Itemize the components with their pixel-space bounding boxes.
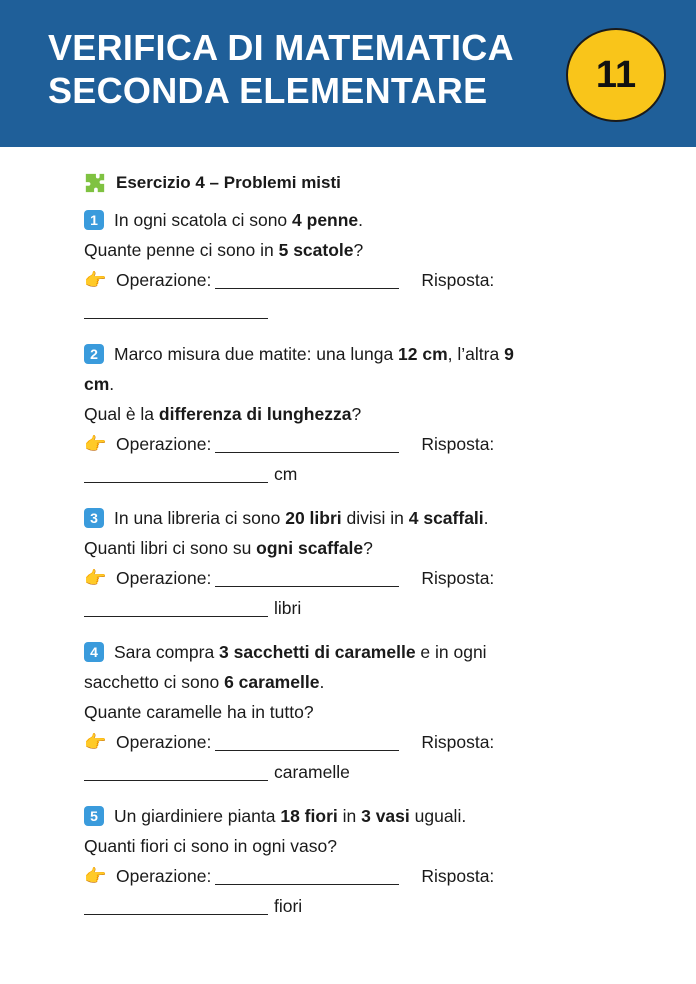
problem-line	[84, 369, 624, 399]
operation-blank[interactable]	[215, 866, 399, 885]
problem-text: uguali.	[409, 806, 467, 826]
answer-blank[interactable]	[84, 464, 268, 483]
problem-1	[84, 205, 624, 325]
answer-unit: fiori	[274, 896, 303, 916]
problem-4	[84, 637, 624, 787]
operation-blank[interactable]	[215, 732, 399, 751]
pointing-hand-icon: 👉	[84, 270, 107, 290]
title-line-2: SECONDA ELEMENTARE	[48, 70, 488, 111]
problem-text-bold: 6 caramelle	[224, 672, 320, 692]
operation-label: Operazione:	[116, 434, 212, 454]
answer-blank[interactable]	[84, 762, 268, 781]
exercise-title-text: Esercizio 4 – Problemi misti	[116, 173, 341, 192]
problem-text-bold: 4 scaffali	[408, 508, 484, 528]
answer-blank[interactable]	[84, 598, 268, 617]
problem-text: , l’altra	[447, 344, 505, 364]
answer-blank[interactable]	[84, 300, 268, 319]
answer-label: Risposta:	[421, 434, 495, 454]
problem-text-bold: 20 libri	[285, 508, 342, 528]
number-badge: 4	[84, 642, 104, 662]
problem-2	[84, 339, 624, 489]
answer-row	[84, 757, 624, 787]
problem-text: .	[319, 672, 325, 692]
problem-text: Quanti libri ci sono su	[84, 538, 257, 558]
operation-blank[interactable]	[215, 434, 399, 453]
problem-line	[84, 637, 624, 667]
answer-unit: libri	[274, 598, 302, 618]
number-badge: 5	[84, 806, 104, 826]
exercise-title	[84, 168, 624, 198]
page-number-badge: 11	[566, 28, 666, 122]
problem-text-bold: 9	[504, 344, 514, 364]
problem-text: ?	[363, 538, 373, 558]
answer-blank[interactable]	[84, 896, 268, 915]
operation-row	[84, 727, 624, 757]
problem-text-bold: 3 sacchetti di caramelle	[219, 642, 416, 662]
problem-text: ?	[351, 404, 362, 424]
pointing-hand-icon: 👉	[84, 568, 107, 588]
operation-blank[interactable]	[215, 568, 399, 587]
problem-text: Quante caramelle ha in tutto?	[84, 702, 314, 722]
operation-row	[84, 861, 624, 891]
problem-text: Quante penne ci sono in	[84, 240, 279, 260]
operation-row	[84, 429, 624, 459]
problem-line	[84, 339, 624, 369]
problem-text: .	[483, 508, 489, 528]
page-title	[48, 26, 514, 112]
title-line-1: VERIFICA DI MATEMATICA	[48, 27, 514, 68]
problem-text: Sara compra	[114, 642, 220, 662]
number-badge: 3	[84, 508, 104, 528]
operation-row	[84, 563, 624, 593]
answer-row	[84, 593, 624, 623]
operation-label: Operazione:	[116, 568, 212, 588]
problem-text-bold: ogni scaffale	[256, 538, 364, 558]
problem-line	[84, 697, 624, 727]
operation-label: Operazione:	[116, 270, 212, 290]
exercise-section	[84, 168, 624, 935]
problem-text: in	[337, 806, 362, 826]
problem-text-bold: 12 cm	[398, 344, 448, 364]
problem-line	[84, 235, 624, 265]
problem-text-bold: 5 scatole	[278, 240, 354, 260]
problem-line	[84, 503, 624, 533]
problem-text: Un giardiniere pianta	[114, 806, 281, 826]
number-badge: 2	[84, 344, 104, 364]
header-banner	[0, 0, 696, 147]
pointing-hand-icon: 👉	[84, 434, 107, 454]
problem-text-bold: 18 fiori	[280, 806, 338, 826]
problem-line	[84, 205, 624, 235]
problem-text: divisi in	[341, 508, 409, 528]
answer-label: Risposta:	[421, 270, 495, 290]
answer-unit: cm	[274, 464, 298, 484]
pointing-hand-icon: 👉	[84, 866, 107, 886]
problem-text: Qual è la	[84, 404, 159, 424]
problem-text: In una libreria ci sono	[114, 508, 286, 528]
problem-3	[84, 503, 624, 623]
problem-text-bold: 3 vasi	[361, 806, 410, 826]
problem-text: e in ogni	[415, 642, 487, 662]
problem-text: ?	[353, 240, 364, 260]
problem-line	[84, 533, 624, 563]
answer-unit: caramelle	[274, 762, 350, 782]
pointing-hand-icon: 👉	[84, 732, 107, 752]
answer-row	[84, 891, 624, 921]
answer-row	[84, 295, 624, 325]
problem-text-bold: 4 penne	[292, 210, 359, 230]
puzzle-icon	[84, 172, 106, 194]
problem-5	[84, 801, 624, 921]
problem-line	[84, 667, 624, 697]
answer-label: Risposta:	[421, 866, 495, 886]
problem-text: .	[358, 210, 364, 230]
problem-line	[84, 801, 624, 831]
problem-text: .	[109, 374, 115, 394]
problem-text: sacchetto ci sono	[84, 672, 225, 692]
operation-blank[interactable]	[215, 270, 399, 289]
problem-line	[84, 399, 624, 429]
problem-text: In ogni scatola ci sono	[114, 210, 293, 230]
operation-label: Operazione:	[116, 732, 212, 752]
problem-text-bold: differenza di lunghezza	[158, 404, 352, 424]
operation-label: Operazione:	[116, 866, 212, 886]
problem-text-bold: cm	[84, 374, 110, 394]
answer-label: Risposta:	[421, 732, 495, 752]
answer-row	[84, 459, 624, 489]
problem-line	[84, 831, 624, 861]
operation-row	[84, 265, 624, 295]
problem-text: Quanti fiori ci sono in ogni vaso?	[84, 836, 337, 856]
number-badge: 1	[84, 210, 104, 230]
answer-label: Risposta:	[421, 568, 495, 588]
problem-text: Marco misura due matite: una lunga	[114, 344, 399, 364]
